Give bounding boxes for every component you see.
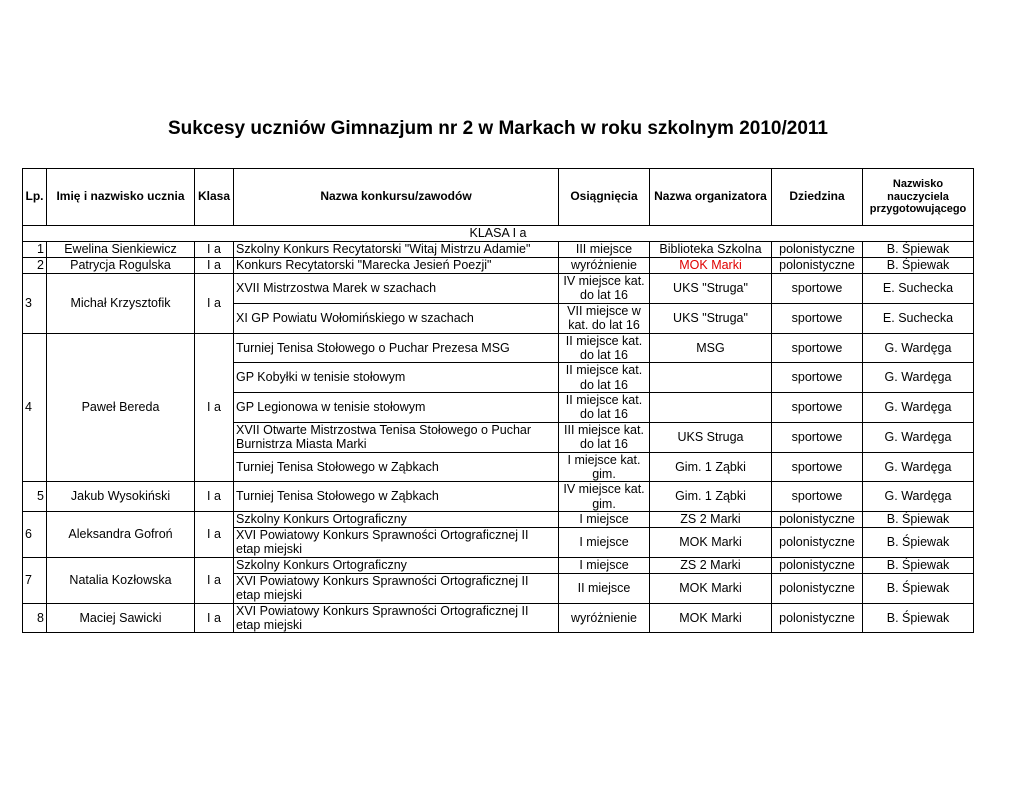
cell-teacher: G. Wardęga xyxy=(863,363,974,393)
cell-contest: Turniej Tenisa Stołowego w Ząbkach xyxy=(234,482,559,512)
cell-teacher: G. Wardęga xyxy=(863,482,974,512)
table-row xyxy=(23,557,974,573)
cell-teacher: B. Śpiewak xyxy=(863,528,974,558)
cell-name: Aleksandra Gofroń xyxy=(47,512,195,558)
cell-achievement: IV miejsce kat. gim. xyxy=(559,482,650,512)
section-label: KLASA I a xyxy=(23,226,974,242)
cell-organizer: MSG xyxy=(650,333,772,363)
cell-field: polonistyczne xyxy=(772,528,863,558)
cell-field: polonistyczne xyxy=(772,557,863,573)
cell-lp: 4 xyxy=(23,333,47,482)
cell-name: Patrycja Rogulska xyxy=(47,258,195,274)
document-title: Sukcesy uczniów Gimnazjum nr 2 w Markach w roku szkolnym 2010/2011 xyxy=(168,118,828,139)
cell-name: Maciej Sawicki xyxy=(47,603,195,633)
cell-name: Jakub Wysokiński xyxy=(47,482,195,512)
cell-name: Natalia Kozłowska xyxy=(47,557,195,603)
cell-teacher: B. Śpiewak xyxy=(863,603,974,633)
cell-achievement: I miejsce xyxy=(559,528,650,558)
cell-achievement: I miejsce xyxy=(559,512,650,528)
cell-achievement: III miejsce kat. do lat 16 xyxy=(559,422,650,452)
cell-contest: Szkolny Konkurs Ortograficzny xyxy=(234,557,559,573)
cell-klasa: I a xyxy=(195,274,234,334)
header-teacher: Nazwisko nauczyciela przygotowującego xyxy=(863,169,974,226)
cell-contest: XVI Powiatowy Konkurs Sprawności Ortograficznej II etap miejski xyxy=(234,528,559,558)
cell-contest: GP Legionowa w tenisie stołowym xyxy=(234,393,559,423)
cell-contest: XVI Powiatowy Konkurs Sprawności Ortograficznej II etap miejski xyxy=(234,573,559,603)
cell-klasa: I a xyxy=(195,603,234,633)
table-row xyxy=(23,333,974,363)
cell-achievement: II miejsce kat. do lat 16 xyxy=(559,363,650,393)
header-lp: Lp. xyxy=(23,169,47,226)
cell-teacher: B. Śpiewak xyxy=(863,557,974,573)
cell-field: polonistyczne xyxy=(772,512,863,528)
results-table xyxy=(22,168,974,633)
cell-teacher: E. Suchecka xyxy=(863,303,974,333)
cell-klasa: I a xyxy=(195,333,234,482)
header-name: Imię i nazwisko ucznia xyxy=(47,169,195,226)
cell-field: sportowe xyxy=(772,274,863,304)
cell-contest: XVII Mistrzostwa Marek w szachach xyxy=(234,274,559,304)
table-row xyxy=(23,603,974,633)
cell-field: sportowe xyxy=(772,452,863,482)
cell-achievement: VII miejsce w kat. do lat 16 xyxy=(559,303,650,333)
cell-lp: 6 xyxy=(23,512,47,558)
cell-organizer: MOK Marki xyxy=(650,528,772,558)
cell-field: polonistyczne xyxy=(772,242,863,258)
cell-organizer: Gim. 1 Ząbki xyxy=(650,482,772,512)
cell-name: Paweł Bereda xyxy=(47,333,195,482)
cell-lp: 2 xyxy=(23,258,47,274)
cell-organizer: MOK Marki xyxy=(650,603,772,633)
section-row xyxy=(23,226,974,242)
cell-klasa: I a xyxy=(195,482,234,512)
cell-organizer xyxy=(650,393,772,423)
cell-achievement: wyróżnienie xyxy=(559,603,650,633)
cell-teacher: G. Wardęga xyxy=(863,333,974,363)
cell-field: polonistyczne xyxy=(772,573,863,603)
cell-teacher: G. Wardęga xyxy=(863,452,974,482)
table-row xyxy=(23,482,974,512)
table-row xyxy=(23,242,974,258)
cell-organizer-highlight: MOK Marki xyxy=(650,258,772,274)
cell-klasa: I a xyxy=(195,242,234,258)
table-row xyxy=(23,512,974,528)
cell-achievement: II miejsce xyxy=(559,573,650,603)
cell-organizer: Biblioteka Szkolna xyxy=(650,242,772,258)
cell-teacher: B. Śpiewak xyxy=(863,512,974,528)
cell-contest: Szkolny Konkurs Ortograficzny xyxy=(234,512,559,528)
cell-contest: Turniej Tenisa Stołowego w Ząbkach xyxy=(234,452,559,482)
cell-contest: XVII Otwarte Mistrzostwa Tenisa Stołowego o Puchar Burnistrza Miasta Marki xyxy=(234,422,559,452)
cell-achievement: I miejsce kat. gim. xyxy=(559,452,650,482)
cell-organizer: MOK Marki xyxy=(650,573,772,603)
cell-achievement: II miejsce kat. do lat 16 xyxy=(559,393,650,423)
header-achievement: Osiągnięcia xyxy=(559,169,650,226)
table-row xyxy=(23,274,974,304)
header-row xyxy=(23,169,974,226)
cell-field: sportowe xyxy=(772,363,863,393)
table-row xyxy=(23,258,974,274)
cell-organizer xyxy=(650,363,772,393)
cell-klasa: I a xyxy=(195,557,234,603)
cell-contest: Szkolny Konkurs Recytatorski "Witaj Mistrzu Adamie" xyxy=(234,242,559,258)
cell-field: sportowe xyxy=(772,393,863,423)
cell-organizer: ZS 2 Marki xyxy=(650,557,772,573)
cell-lp: 1 xyxy=(23,242,47,258)
cell-organizer: UKS "Struga" xyxy=(650,303,772,333)
cell-field: sportowe xyxy=(772,333,863,363)
cell-achievement: I miejsce xyxy=(559,557,650,573)
cell-organizer: ZS 2 Marki xyxy=(650,512,772,528)
cell-field: sportowe xyxy=(772,303,863,333)
cell-contest: Konkurs Recytatorski "Marecka Jesień Poezji" xyxy=(234,258,559,274)
cell-lp: 5 xyxy=(23,482,47,512)
header-organizer: Nazwa organizatora xyxy=(650,169,772,226)
cell-teacher: G. Wardęga xyxy=(863,393,974,423)
cell-achievement: III miejsce xyxy=(559,242,650,258)
cell-teacher: G. Wardęga xyxy=(863,422,974,452)
cell-organizer: UKS "Struga" xyxy=(650,274,772,304)
cell-teacher: E. Suchecka xyxy=(863,274,974,304)
cell-name: Michał Krzysztofik xyxy=(47,274,195,334)
header-klasa: Klasa xyxy=(195,169,234,226)
cell-achievement: wyróżnienie xyxy=(559,258,650,274)
cell-lp: 3 xyxy=(23,274,47,334)
cell-achievement: II miejsce kat. do lat 16 xyxy=(559,333,650,363)
header-field: Dziedzina xyxy=(772,169,863,226)
header-contest: Nazwa konkursu/zawodów xyxy=(234,169,559,226)
cell-organizer: Gim. 1 Ząbki xyxy=(650,452,772,482)
cell-name: Ewelina Sienkiewicz xyxy=(47,242,195,258)
cell-contest: GP Kobyłki w tenisie stołowym xyxy=(234,363,559,393)
cell-klasa: I a xyxy=(195,512,234,558)
cell-klasa: I a xyxy=(195,258,234,274)
cell-teacher: B. Śpiewak xyxy=(863,242,974,258)
cell-contest: XI GP Powiatu Wołomińskiego w szachach xyxy=(234,303,559,333)
cell-field: polonistyczne xyxy=(772,603,863,633)
cell-field: sportowe xyxy=(772,482,863,512)
cell-field: sportowe xyxy=(772,422,863,452)
cell-lp: 7 xyxy=(23,557,47,603)
cell-field: polonistyczne xyxy=(772,258,863,274)
cell-teacher: B. Śpiewak xyxy=(863,573,974,603)
cell-organizer: UKS Struga xyxy=(650,422,772,452)
cell-contest: XVI Powiatowy Konkurs Sprawności Ortograficznej II etap miejski xyxy=(234,603,559,633)
cell-teacher: B. Śpiewak xyxy=(863,258,974,274)
cell-achievement: IV miejsce kat. do lat 16 xyxy=(559,274,650,304)
cell-lp: 8 xyxy=(23,603,47,633)
cell-contest: Turniej Tenisa Stołowego o Puchar Prezesa MSG xyxy=(234,333,559,363)
